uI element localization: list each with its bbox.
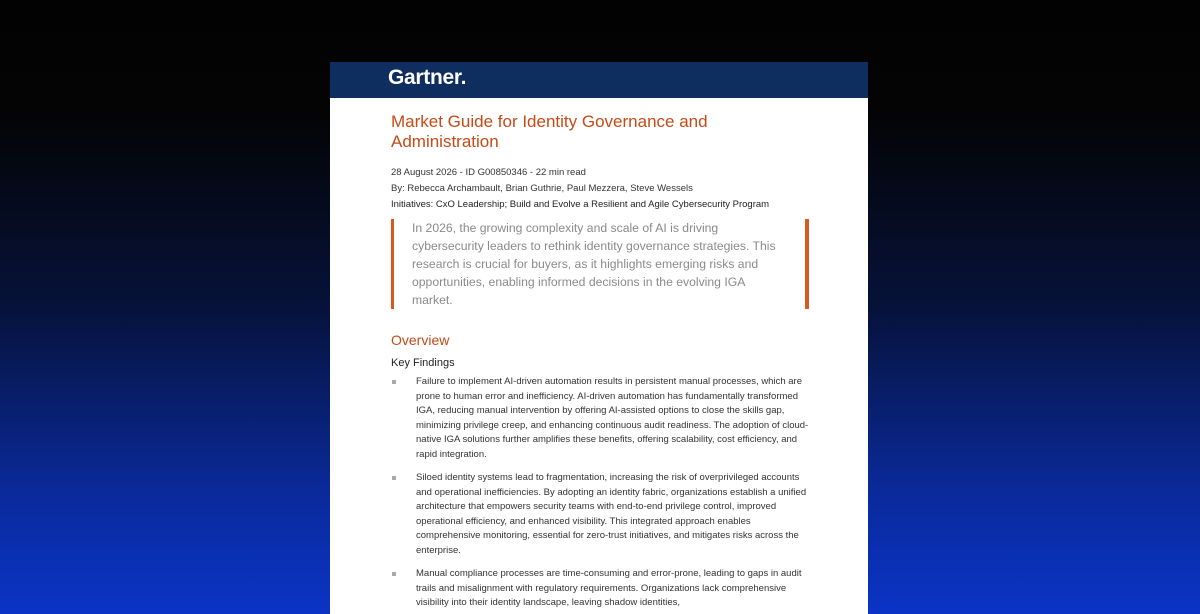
finding-text: Siloed identity systems lead to fragmentation, increasing the risk of overprivileged accounts and operational inefficiencies. By adopting an identity fabric, organizations establish a unified architecture that empowers security teams with end-to-end privilege control, improved operational efficiency, and enhanced visibility. This integrated approach enables comprehensive monitoring, essential for zero-trust initiatives, and mitigates risks across the enterprise.: [416, 472, 807, 556]
list-item: [391, 567, 811, 611]
document-page: [330, 62, 868, 614]
document-title: Market Guide for Identity Governance and Administration: [391, 112, 708, 151]
authors-line: By: Rebecca Archambault, Brian Guthrie, Paul Mezzera, Steve Wessels: [391, 183, 693, 194]
key-findings-heading: Key Findings: [391, 357, 455, 369]
bullet-icon: [392, 572, 396, 576]
document-content: [391, 112, 811, 614]
bullet-icon: [392, 476, 396, 480]
summary-accent-bar: [805, 219, 809, 309]
finding-text: Failure to implement AI-driven automation results in persistent manual processes, which are prone to human error and inefficiency. AI-driven automation has fundamentally transformed IGA, reducing manual intervention by offering AI-assisted options to close the skills gap, minimizing privilege creep, and enhancing continuous audit readiness. The adoption of cloud-native IGA solutions further amplifies these benefits, offering scalability, cost efficiency, and rapid integration.: [416, 376, 809, 460]
finding-text: Manual compliance processes are time-consuming and error-prone, leading to gaps in audit trails and misalignment with regulatory requirements. Organizations lack comprehensive visibility into their identity landscape, leaving shadow identities,: [416, 568, 802, 608]
overview-heading: Overview: [391, 332, 450, 348]
publish-meta: 28 August 2026 - ID G00850346 - 22 min read: [391, 167, 586, 178]
document-header: [330, 62, 868, 98]
key-findings-list: [391, 375, 811, 611]
list-item: [391, 375, 811, 462]
summary-callout: [391, 219, 808, 309]
summary-text: In 2026, the growing complexity and scale of AI is driving cybersecurity leaders to rethink identity governance strategies. This research is crucial for buyers, as it highlights emerging risks and opportunities, enabling informed decisions in the evolving IGA market.: [412, 221, 776, 307]
list-item: [391, 471, 811, 558]
bullet-icon: [392, 380, 396, 384]
initiatives-line: Initiatives: CxO Leadership; Build and Evolve a Resilient and Agile Cybersecurity Program: [391, 199, 770, 210]
gartner-logo: Gartner.: [388, 66, 467, 89]
